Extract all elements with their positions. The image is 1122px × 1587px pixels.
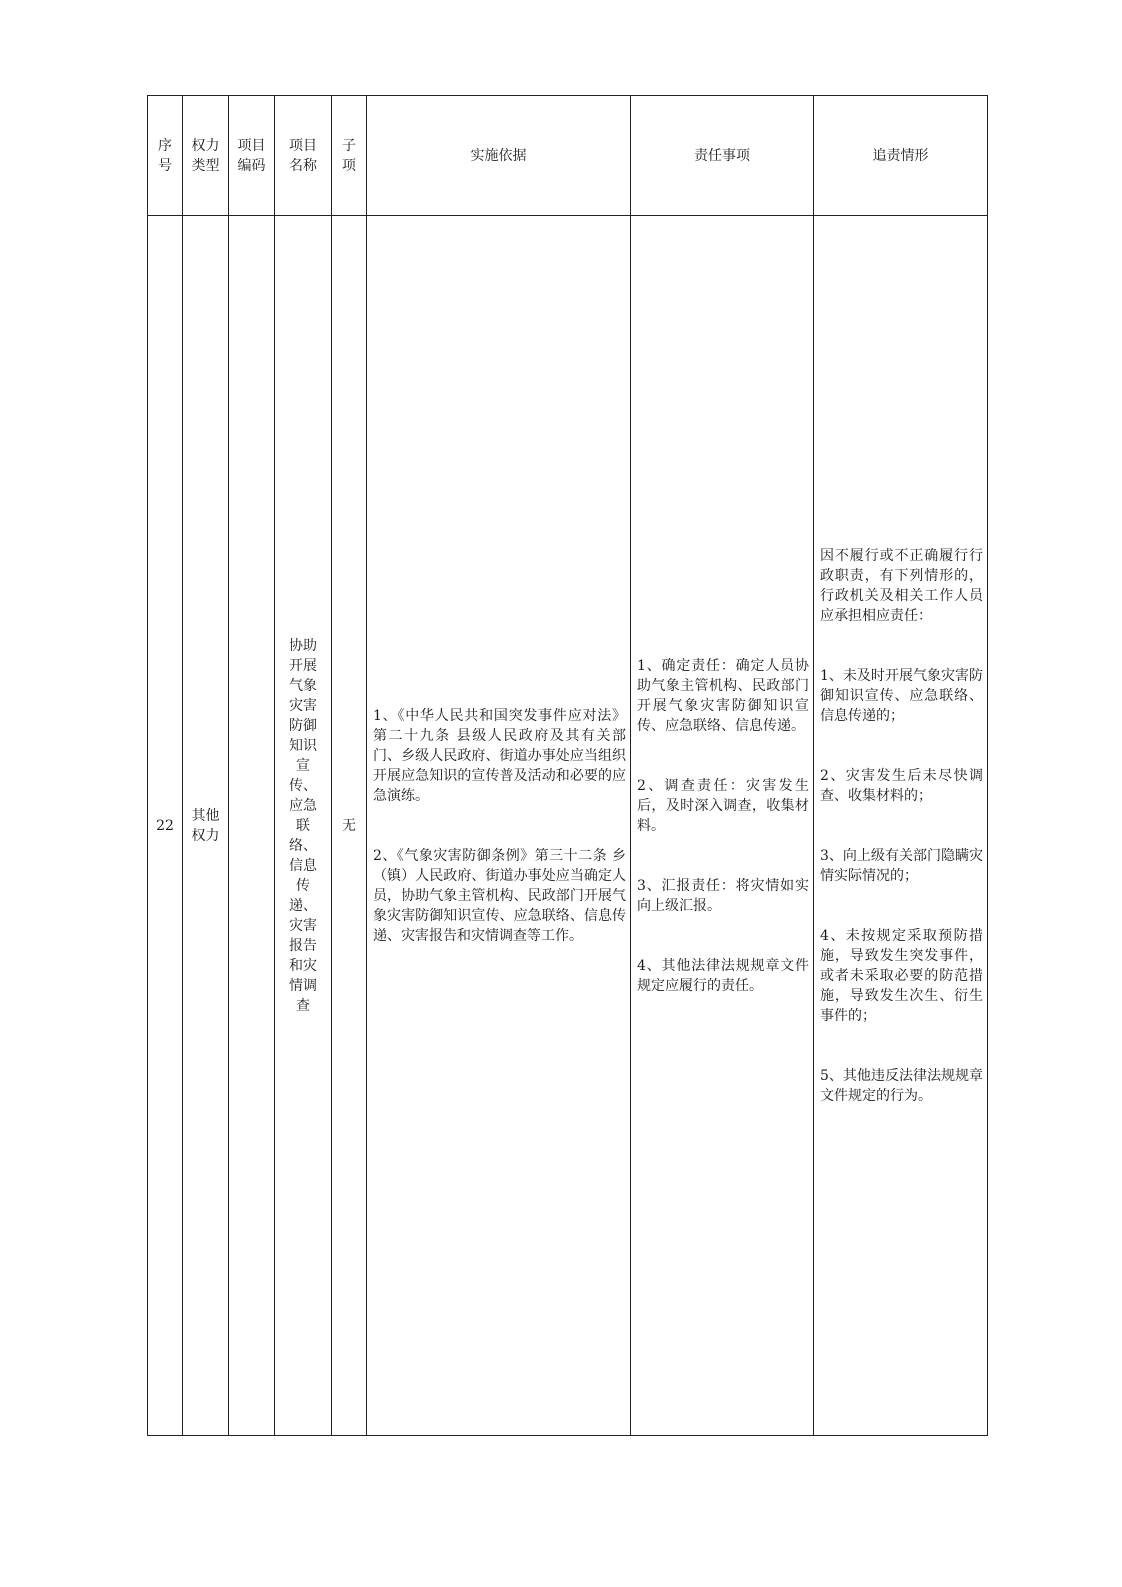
basis-paragraph: 1、《中华人民共和国突发事件应对法》第二十九条 县级人民政府及其有关部门、乡级人民政府、街道办事处应当组织开展应急知识的宣传普及活动和必要的应急演练。 <box>373 707 626 804</box>
table-header-row <box>148 96 988 216</box>
header-item-code: 项目编码 <box>229 96 275 216</box>
header-power-type: 权力类型 <box>183 96 229 216</box>
accountability-item: 4、未按规定采取预防措施，导致发生突发事件，或者未采取必要的防范措施，导致发生次生、衍生事件的； <box>820 927 983 1024</box>
accountability-intro: 因不履行或不正确履行行政职责，有下列情形的，行政机关及相关工作人员应承担相应责任： <box>820 547 983 624</box>
accountability-item: 5、其他违反法律法规规章文件规定的行为。 <box>820 1067 983 1104</box>
table-row <box>148 216 988 1436</box>
cell-sub-item: 无 <box>332 216 367 1436</box>
cell-seq: 22 <box>148 216 183 1436</box>
header-sub-item: 子项 <box>332 96 367 216</box>
cell-item-code <box>229 216 275 1436</box>
header-seq: 序号 <box>148 96 183 216</box>
responsibility-item: 2、调查责任：灾害发生后，及时深入调查，收集材料。 <box>637 777 809 834</box>
cell-responsibility <box>631 216 814 1436</box>
accountability-item: 3、向上级有关部门隐瞒灾情实际情况的； <box>820 847 983 884</box>
header-responsibility: 责任事项 <box>631 96 814 216</box>
cell-item-name: 协助开展气象灾害防御知识宣传、应急联络、信息传递、灾害报告和灾情调查 <box>275 216 332 1436</box>
cell-accountability <box>814 216 988 1436</box>
cell-basis <box>367 216 631 1436</box>
header-item-name: 项目名称 <box>275 96 332 216</box>
header-basis: 实施依据 <box>367 96 631 216</box>
responsibility-item: 3、汇报责任：将灾情如实向上级汇报。 <box>637 877 809 914</box>
responsibility-item: 1、确定责任：确定人员协助气象主管机构、民政部门开展气象灾害防御知识宣传、应急联络、信息传递。 <box>637 657 809 734</box>
power-list-table <box>147 95 988 1436</box>
header-accountability: 追责情形 <box>814 96 988 216</box>
responsibility-item: 4、其他法律法规规章文件规定应履行的责任。 <box>637 957 809 994</box>
accountability-item: 2、灾害发生后未尽快调查、收集材料的； <box>820 767 983 804</box>
basis-paragraph: 2、《气象灾害防御条例》第三十二条 乡（镇）人民政府、街道办事处应当确定人员，协助气象主管机构、民政部门开展气象灾害防御知识宣传、应急联络、信息传递、灾害报告和灾情调查等工作。 <box>373 847 626 944</box>
cell-power-type: 其他权力 <box>183 216 229 1436</box>
accountability-item: 1、未及时开展气象灾害防御知识宣传、应急联络、信息传递的； <box>820 667 983 724</box>
